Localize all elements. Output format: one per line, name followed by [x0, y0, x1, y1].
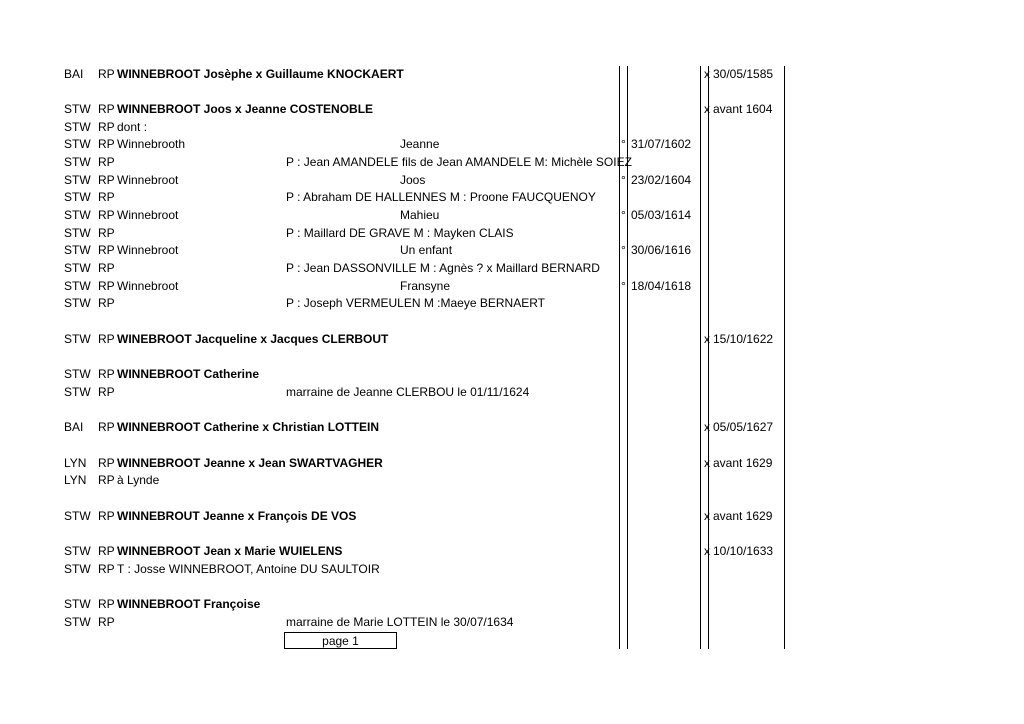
birth-date: 30/06/1616: [631, 243, 692, 257]
register-code: RP: [98, 615, 115, 629]
marriage-date: 30/05/1585: [713, 67, 774, 81]
register-code: RP: [98, 120, 115, 134]
child-name: Mahieu: [400, 208, 440, 222]
register-code: RP: [98, 155, 115, 169]
table-row: [0, 242, 1024, 260]
record-name: Winnebroot: [117, 173, 179, 187]
register-code: RP: [98, 544, 115, 558]
birth-mark: °: [621, 173, 626, 187]
table-row: [0, 508, 1024, 526]
table-row: [0, 561, 1024, 579]
place-code: STW: [64, 562, 91, 576]
place-code: STW: [64, 208, 91, 222]
place-code: STW: [64, 597, 91, 611]
table-row: [0, 384, 1024, 402]
table-row: [0, 260, 1024, 278]
record-detail: P : Maillard DE GRAVE M : Mayken CLAIS: [286, 226, 514, 240]
marriage-mark: x: [704, 67, 710, 81]
record-name: Winnebroot: [117, 208, 179, 222]
place-code: STW: [64, 509, 91, 523]
record-name: WINEBROOT Jacqueline x Jacques CLERBOUT: [117, 332, 389, 346]
table-row: [0, 225, 1024, 243]
place-code: STW: [64, 243, 91, 257]
birth-mark: °: [621, 279, 626, 293]
record-name: dont :: [117, 120, 148, 134]
register-code: RP: [98, 102, 115, 116]
record-name: WINNEBROOT Joos x Jeanne COSTENOBLE: [117, 102, 374, 116]
record-name: T : Josse WINNEBROOT, Antoine DU SAULTOIR: [117, 562, 380, 576]
record-name: WINNEBROOT Catherine: [117, 367, 260, 381]
table-row: [0, 419, 1024, 437]
register-code: RP: [98, 332, 115, 346]
marriage-mark: x: [704, 456, 710, 470]
record-name: WINNEBROOT Jeanne x Jean SWARTVAGHER: [117, 456, 383, 470]
register-code: RP: [98, 367, 115, 381]
marriage-mark: x: [704, 332, 710, 346]
record-detail: P : Jean AMANDELE fils de Jean AMANDELE M: Michèle SOIEZ: [286, 155, 632, 169]
birth-date: 05/03/1614: [631, 208, 692, 222]
record-detail: marraine de Marie LOTTEIN le 30/07/1634: [286, 615, 514, 629]
table-row: [0, 596, 1024, 614]
record-detail: marraine de Jeanne CLERBOU le 01/11/1624: [286, 385, 530, 399]
record-name: WINNEBROOT Catherine x Christian LOTTEIN: [117, 420, 380, 434]
record-name: WINNEBROOT Françoise: [117, 597, 261, 611]
table-row: [0, 101, 1024, 119]
table-row: [0, 366, 1024, 384]
place-code: LYN: [64, 456, 87, 470]
marriage-date: 05/05/1627: [713, 420, 774, 434]
place-code: STW: [64, 544, 91, 558]
child-name: Un enfant: [400, 243, 453, 257]
table-row: [0, 278, 1024, 296]
table-row: [0, 614, 1024, 632]
table-row: [0, 455, 1024, 473]
table-row: [0, 136, 1024, 154]
marriage-mark: x: [704, 420, 710, 434]
record-name: WINNEBROOT Jean x Marie WUIELENS: [117, 544, 343, 558]
birth-mark: °: [621, 243, 626, 257]
place-code: BAI: [64, 420, 84, 434]
table-row: [0, 189, 1024, 207]
place-code: LYN: [64, 473, 87, 487]
table-row: [0, 119, 1024, 137]
place-code: STW: [64, 226, 91, 240]
place-code: STW: [64, 120, 91, 134]
register-code: RP: [98, 562, 115, 576]
child-name: Jeanne: [400, 137, 440, 151]
register-code: RP: [98, 173, 115, 187]
table-row: [0, 66, 1024, 84]
table-row: [0, 154, 1024, 172]
register-code: RP: [98, 597, 115, 611]
place-code: STW: [64, 173, 91, 187]
register-code: RP: [98, 420, 115, 434]
place-code: STW: [64, 190, 91, 204]
register-code: RP: [98, 67, 115, 81]
table-row: [0, 207, 1024, 225]
register-code: RP: [98, 243, 115, 257]
place-code: STW: [64, 261, 91, 275]
record-name: Winnebroot: [117, 243, 179, 257]
place-code: STW: [64, 385, 91, 399]
place-code: STW: [64, 102, 91, 116]
place-code: STW: [64, 279, 91, 293]
marriage-mark: x: [704, 102, 710, 116]
child-name: Fransyne: [400, 279, 451, 293]
place-code: STW: [64, 296, 91, 310]
register-code: RP: [98, 226, 115, 240]
table-row: [0, 543, 1024, 561]
page-label: page 1: [284, 632, 397, 649]
birth-date: 23/02/1604: [631, 173, 692, 187]
register-code: RP: [98, 456, 115, 470]
record-detail: P : Abraham DE HALLENNES M : Proone FAUCQUENOY: [286, 190, 596, 204]
place-code: STW: [64, 137, 91, 151]
register-code: RP: [98, 473, 115, 487]
birth-mark: °: [621, 208, 626, 222]
register-code: RP: [98, 279, 115, 293]
marriage-date: 15/10/1622: [713, 332, 774, 346]
marriage-date: 10/10/1633: [713, 544, 774, 558]
child-name: Joos: [400, 173, 426, 187]
register-code: RP: [98, 137, 115, 151]
register-code: RP: [98, 190, 115, 204]
table-row: [0, 295, 1024, 313]
record-name: WINNEBROUT Jeanne x François DE VOS: [117, 509, 357, 523]
birth-date: 31/07/1602: [631, 137, 692, 151]
birth-date: 18/04/1618: [631, 279, 692, 293]
place-code: STW: [64, 367, 91, 381]
place-code: BAI: [64, 67, 84, 81]
record-detail: P : Joseph VERMEULEN M :Maeye BERNAERT: [286, 296, 545, 310]
register-code: RP: [98, 208, 115, 222]
record-name: WINNEBROOT Josèphe x Guillaume KNOCKAERT: [117, 67, 404, 81]
marriage-date: avant 1604: [713, 102, 773, 116]
register-code: RP: [98, 509, 115, 523]
place-code: STW: [64, 332, 91, 346]
register-code: RP: [98, 296, 115, 310]
table-row: [0, 472, 1024, 490]
record-name: à Lynde: [117, 473, 160, 487]
place-code: STW: [64, 155, 91, 169]
marriage-mark: x: [704, 544, 710, 558]
place-code: STW: [64, 615, 91, 629]
birth-mark: °: [621, 137, 626, 151]
register-code: RP: [98, 385, 115, 399]
record-name: Winnebrooth: [117, 137, 186, 151]
marriage-date: avant 1629: [713, 456, 773, 470]
register-code: RP: [98, 261, 115, 275]
table-row: [0, 331, 1024, 349]
marriage-date: avant 1629: [713, 509, 773, 523]
record-detail: P : Jean DASSONVILLE M : Agnès ? x Maillard BERNARD: [286, 261, 600, 275]
record-name: Winnebroot: [117, 279, 179, 293]
table-row: [0, 172, 1024, 190]
marriage-mark: x: [704, 509, 710, 523]
